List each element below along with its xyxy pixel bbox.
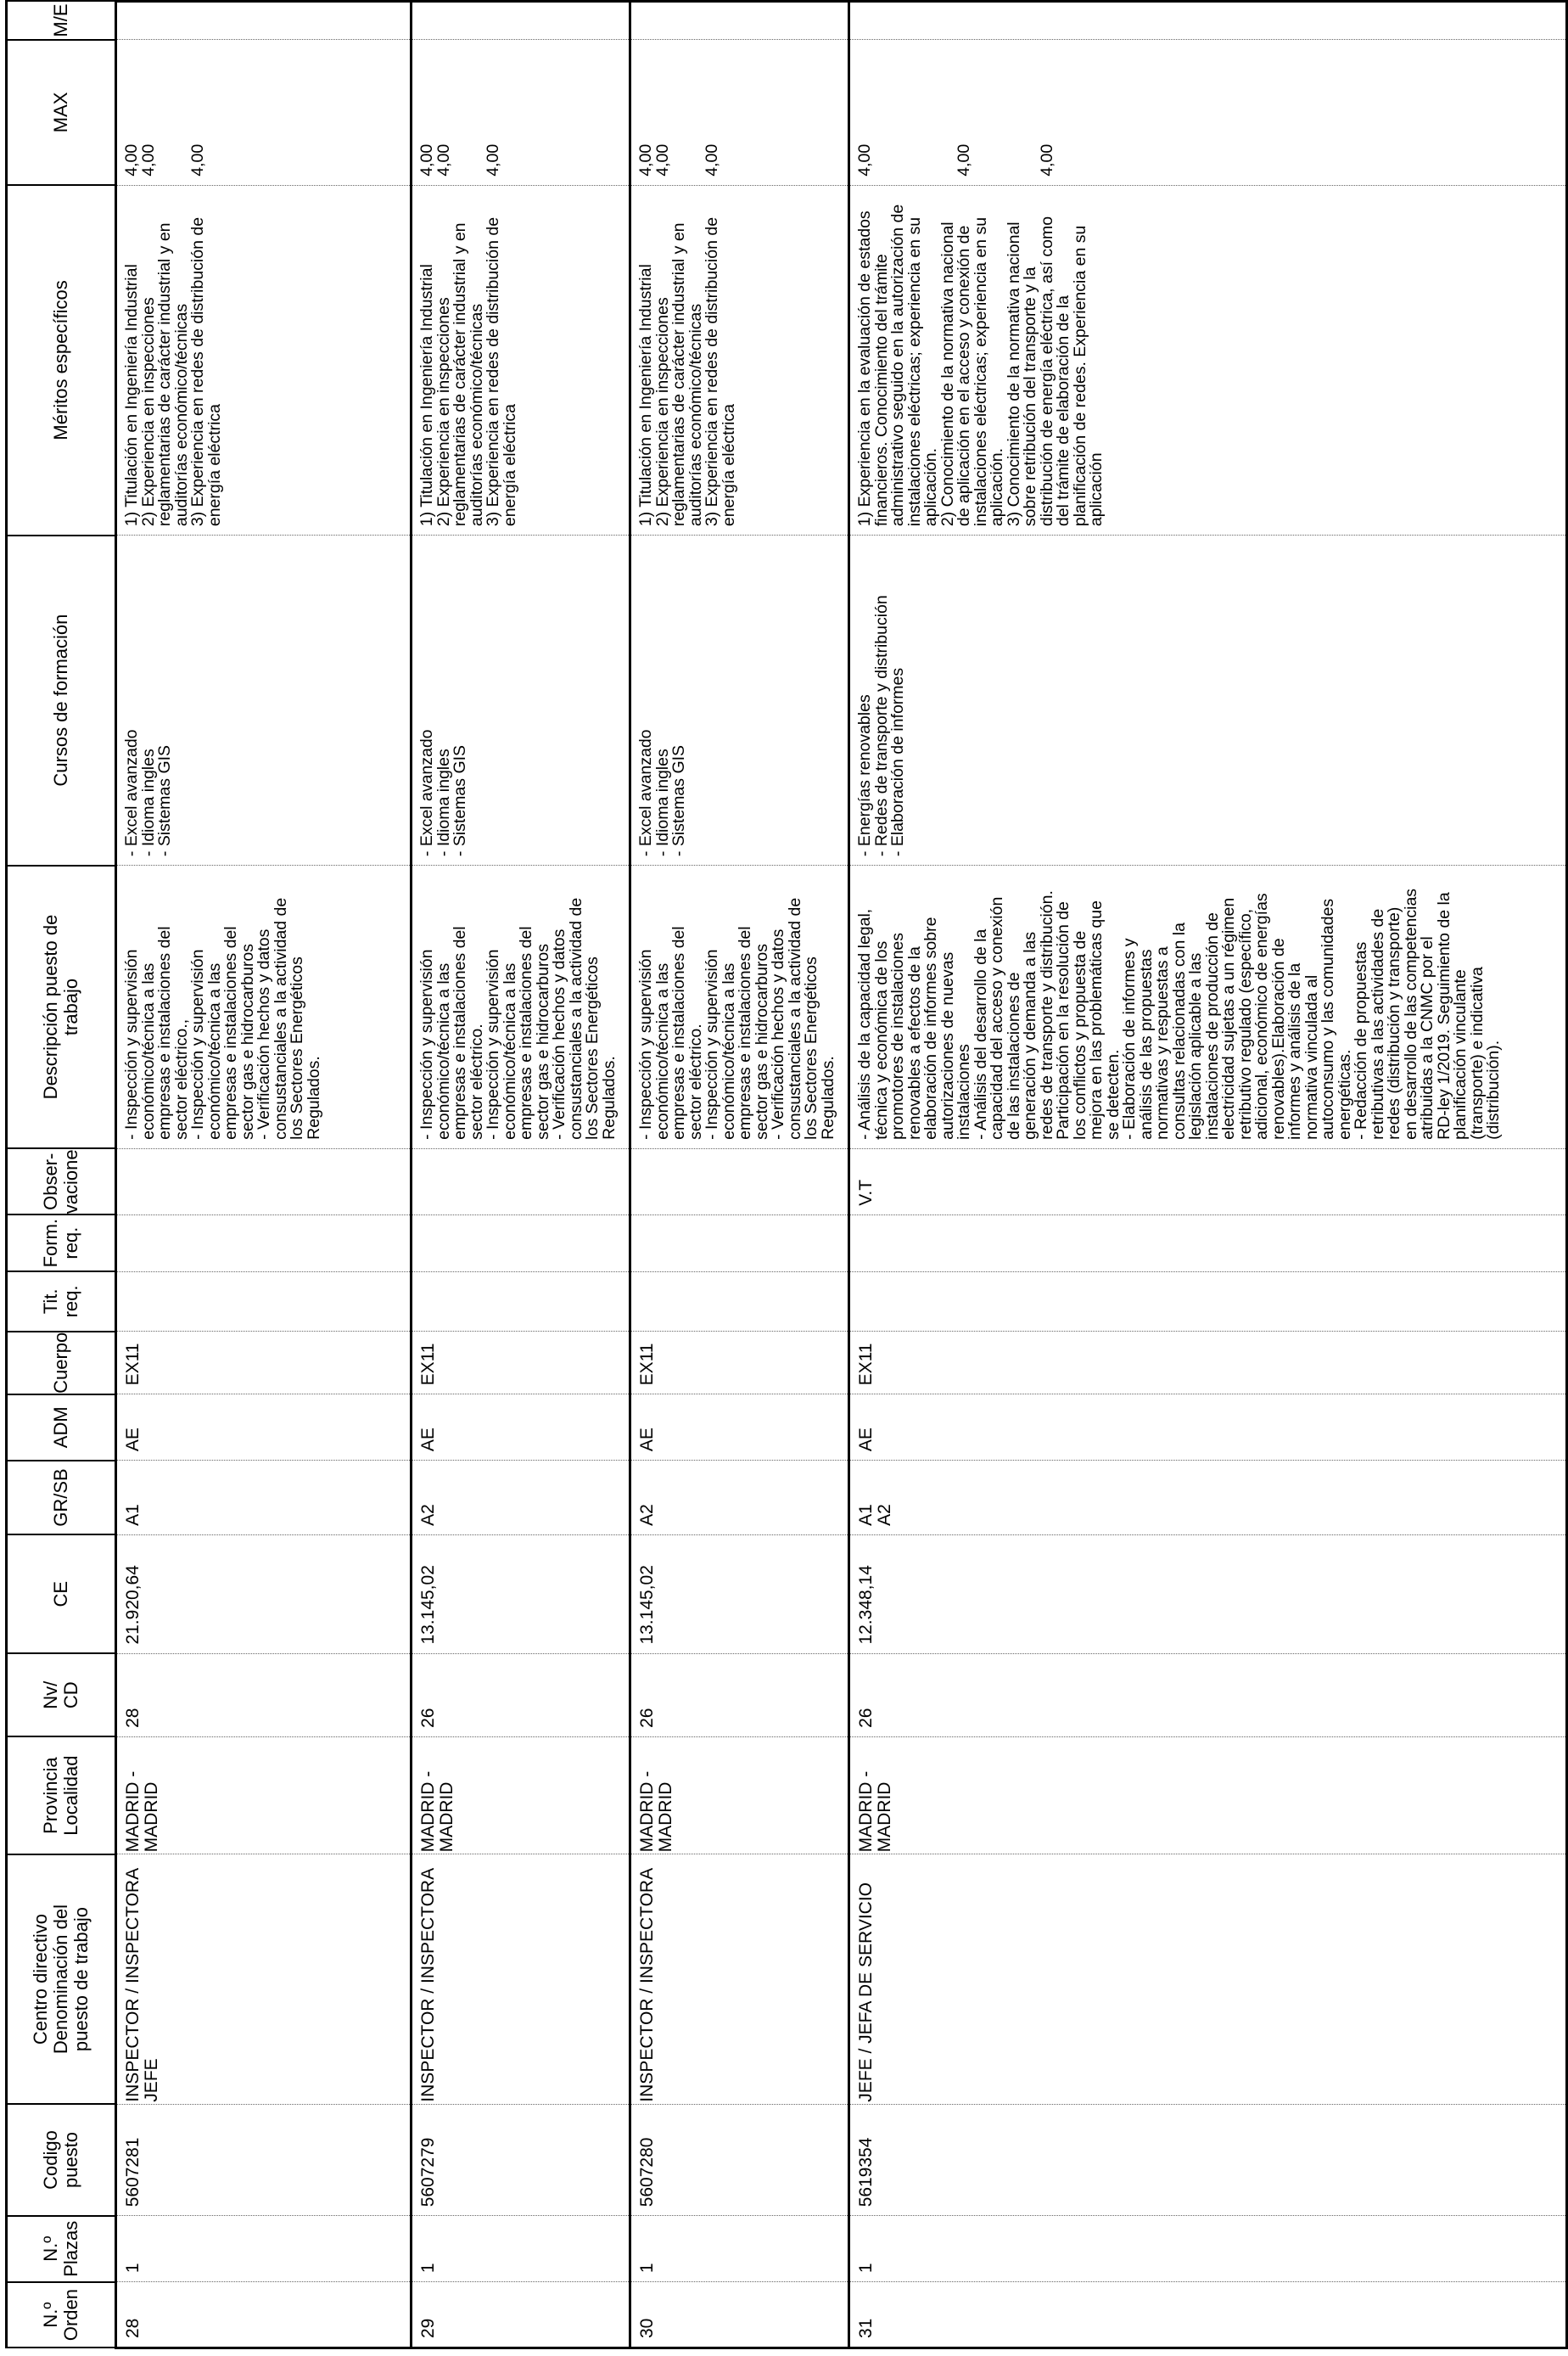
cell-codigo: 5619354: [849, 2104, 1567, 2216]
header-ce: CE: [7, 1534, 116, 1653]
cell-centro: JEFE / JEFA DE SERVICIO: [849, 1854, 1567, 2104]
header-codigo: Codigo puesto: [7, 2104, 116, 2216]
cell-formacion: [630, 1214, 849, 1271]
cell-ce: 12.348,14: [849, 1534, 1567, 1653]
header-cursos: Cursos de formación: [7, 536, 116, 866]
cell-plazas: 1: [412, 2216, 630, 2282]
cell-grupo: A2: [412, 1461, 630, 1535]
cell-cursos: - Excel avanzado - Idioma ingles - Sistemas GIS: [412, 536, 630, 866]
cell-plazas: 1: [116, 2216, 412, 2282]
cell-nivel: 26: [630, 1653, 849, 1736]
cell-centro: INSPECTOR / INSPECTORA: [630, 1854, 849, 2104]
cell-max: 4,00 4,00 4,00: [412, 40, 630, 186]
cell-meritos: 1) Titulación en Ingeniería Industrial 2) Experiencia en inspecciones reglamentarias de carácter industrial y en auditorías económico/técnicas 3) Experiencia en redes de distribución de energía eléctrica: [116, 185, 412, 535]
cell-descripcion: - Inspección y supervisión económico/técnica a las empresas e instalaciones del sector eléctrico. - Inspección y supervisión económico/técnica a las empresas e instalaciones del sector gas e hidrocarburos - Verificación hechos y datos consustanciales a la actividad de los Sectores Energéticos Regulados.: [630, 866, 849, 1149]
header-grupo: GR/SB: [7, 1461, 116, 1535]
cell-nivel: 28: [116, 1653, 412, 1736]
cell-plazas: 1: [630, 2216, 849, 2282]
cell-ce: 21.920,64: [116, 1534, 412, 1653]
cell-observaciones: V.T: [849, 1148, 1567, 1214]
header-descripcion: Descripción puesto de trabajo: [7, 866, 116, 1149]
cell-codigo: 5607281: [116, 2104, 412, 2216]
table-row: [849, 2, 1567, 2348]
header-formacion: Form. req.: [7, 1214, 116, 1271]
cell-provincia: MADRID - MADRID: [412, 1736, 630, 1854]
table-row: [630, 2, 849, 2348]
header-centro: Centro directivo Denominación del puesto de trabajo: [7, 1854, 116, 2104]
cell-grupo: A1: [116, 1461, 412, 1535]
header-cuerpo: Cuerpo: [7, 1332, 116, 1394]
cell-adm: AE: [849, 1394, 1567, 1461]
cell-cursos: - Excel avanzado - Idioma ingles - Sistemas GIS: [116, 536, 412, 866]
job-positions-table: [5, 0, 1568, 2349]
cell-meritos: 1) Experiencia en la evaluación de estados financieros. Conocimiento del trámite administrativo seguido en la autorización de instalaciones eléctricas; experiencia en su aplicación. 2) Conocimiento de la normativa nacional de aplicación en el acceso y conexión de instalaciones eléctricas; experiencia en su aplicación. 3) Conocimiento de la normativa nacional sobre retribución del transporte y la distribución de energía eléctrica, así como del trámite de elaboración de la planificación de redes. Experiencia en su aplicación: [849, 185, 1567, 535]
header-meritos: Méritos específicos: [7, 185, 116, 535]
cell-plazas: 1: [849, 2216, 1567, 2282]
table-row: [412, 2, 630, 2348]
cell-formacion: [849, 1214, 1567, 1271]
cell-cursos: - Energías renovables - Redes de transporte y distribución - Elaboración de informes: [849, 536, 1567, 866]
cell-orden: 31: [849, 2282, 1567, 2348]
cell-cuerpo: EX11: [849, 1332, 1567, 1394]
cell-codigo: 5607279: [412, 2104, 630, 2216]
cell-orden: 29: [412, 2282, 630, 2348]
cell-me: [630, 2, 849, 40]
header-provincia: Provincia Localidad: [7, 1736, 116, 1854]
header-max: MAX: [7, 40, 116, 186]
header-adm: ADM: [7, 1394, 116, 1461]
cell-observaciones: [116, 1148, 412, 1214]
cell-descripcion: - Inspección y supervisión económico/técnica a las empresas e instalaciones del sector eléctrico. - Inspección y supervisión económico/técnica a las empresas e instalaciones del sector gas e hidrocarburos - Verificación hechos y datos consustanciales a la actividad de los Sectores Energéticos Regulados.: [412, 866, 630, 1149]
header-row: [7, 2, 116, 2348]
cell-adm: AE: [630, 1394, 849, 1461]
cell-codigo: 5607280: [630, 2104, 849, 2216]
cell-cuerpo: EX11: [630, 1332, 849, 1394]
header-nivel: Nv/ CD: [7, 1653, 116, 1736]
cell-nivel: 26: [412, 1653, 630, 1736]
cell-descripcion: - Análisis de la capacidad legal, técnica y económica de los promotores de instalaciones renovables a efectos de la elaboración de informes sobre autorizaciones de nuevas instalaciones - Análisis del desarrollo de la capacidad del acceso y conexión de las instalaciones de generación y demanda a las redes de transporte y distribución. Participación en la resolución de los conflictos y propuesta de mejora en las problemáticas que se detecten. - Elaboración de informes y análisis de las propuestas normativas y respuestas a consultas relacionadas con la legislación aplicable a las instalaciones de producción de electricidad sujetas a un régimen retributivo regulado (específico, adicional, económico de energías renovables).Elaboración de informes y análisis de la normativa vinculada al autoconsumo y las comunidades energéticas. - Redacción de propuestas retributivas a las actividades de redes (distribución y transporte) en desarrollo de las competencias atribuidas a la CNMC por el RD-ley 1/2019. Seguimiento de la planificación vinculante (transporte) e indicativa (distribución).: [849, 866, 1567, 1149]
cell-titulacion: [849, 1271, 1567, 1332]
header-observaciones: Obser- vacione: [7, 1148, 116, 1214]
cell-formacion: [412, 1214, 630, 1271]
cell-meritos: 1) Titulación en Ingeniería Industrial 2) Experiencia en inspecciones reglamentarias de carácter industrial y en auditorías económico/técnicas 3) Experiencia en redes de distribución de energía eléctrica: [630, 185, 849, 535]
header-titulacion: Tit. req.: [7, 1271, 116, 1332]
cell-grupo: A1 A2: [849, 1461, 1567, 1535]
cell-provincia: MADRID - MADRID: [116, 1736, 412, 1854]
cell-me: [116, 2, 412, 40]
cell-orden: 30: [630, 2282, 849, 2348]
cell-adm: AE: [412, 1394, 630, 1461]
cell-grupo: A2: [630, 1461, 849, 1535]
cell-descripcion: - Inspección y supervisión económico/técnica a las empresas e instalaciones del sector eléctrico., - Inspección y supervisión económico/técnica a las empresas e instalaciones del sector gas e hidrocarburos - Verificación hechos y datos consustanciales a la actividad de los Sectores Energéticos Regulados.: [116, 866, 412, 1149]
cell-me: [412, 2, 630, 40]
cell-ce: 13.145,02: [630, 1534, 849, 1653]
cell-ce: 13.145,02: [412, 1534, 630, 1653]
cell-titulacion: [412, 1271, 630, 1332]
cell-observaciones: [630, 1148, 849, 1214]
cell-centro: INSPECTOR / INSPECTORA: [412, 1854, 630, 2104]
cell-provincia: MADRID - MADRID: [849, 1736, 1567, 1854]
cell-nivel: 26: [849, 1653, 1567, 1736]
cell-observaciones: [412, 1148, 630, 1214]
cell-cuerpo: EX11: [412, 1332, 630, 1394]
cell-formacion: [116, 1214, 412, 1271]
cell-cuerpo: EX11: [116, 1332, 412, 1394]
cell-max: 4,00 4,00 4,00: [116, 40, 412, 186]
cell-orden: 28: [116, 2282, 412, 2348]
table-row: [116, 2, 412, 2348]
cell-max: 4,00 4,00 4,00: [630, 40, 849, 186]
cell-titulacion: [116, 1271, 412, 1332]
cell-me: [849, 2, 1567, 40]
header-me: M/E: [7, 2, 116, 40]
header-plazas: N.º Plazas: [7, 2216, 116, 2282]
cell-cursos: - Excel avanzado - Idioma ingles - Sistemas GIS: [630, 536, 849, 866]
cell-centro: INSPECTOR / INSPECTORA JEFE: [116, 1854, 412, 2104]
cell-provincia: MADRID - MADRID: [630, 1736, 849, 1854]
cell-titulacion: [630, 1271, 849, 1332]
cell-meritos: 1) Titulación en Ingeniería Industrial 2) Experiencia en inspecciones reglamentarias de carácter industrial y en auditorías económico/técnicas 3) Experiencia en redes de distribución de energía eléctrica: [412, 185, 630, 535]
header-orden: N.º Orden: [7, 2282, 116, 2348]
cell-max: 4,00 4,00 4,00: [849, 40, 1567, 186]
cell-adm: AE: [116, 1394, 412, 1461]
